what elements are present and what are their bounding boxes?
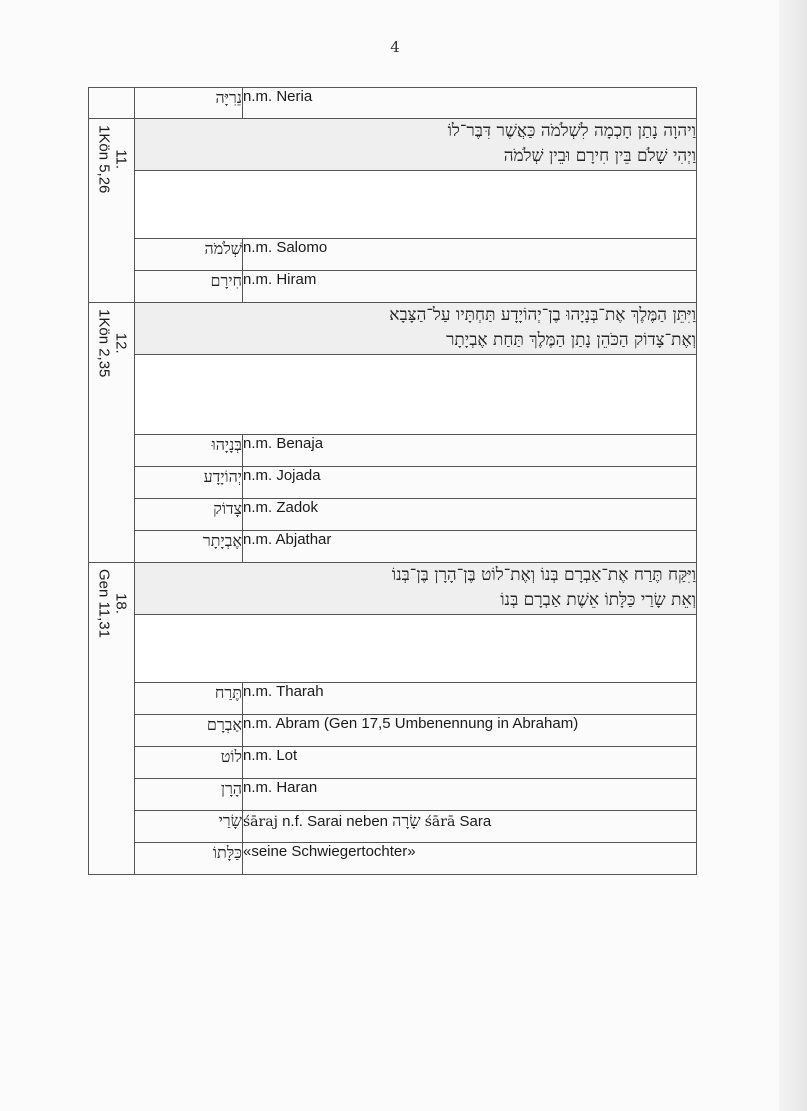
section-reference: Gen 11,31: [94, 569, 112, 638]
verse-row: [89, 119, 697, 171]
transliteration: śārā: [424, 814, 456, 830]
reference-label: [94, 309, 129, 377]
verse-line: וַיִּקַּח תֶּרַח אֶת־אַבְרָם בְּנוֹ וְאֶת־לוֹט בֶּן־הָרָן בֶּן־בְּנוֹ: [391, 565, 696, 585]
gloss: n.m. Haran: [243, 779, 697, 811]
reference-cell: [89, 303, 135, 563]
verse-row: [89, 563, 697, 615]
verse-line: וַיְהִי שָׁלֹם בֵּין חִירָם וּבֵין שְׁלֹמֹה: [503, 145, 696, 166]
blank-row: [89, 171, 697, 239]
gloss: n.m. Zadok: [243, 499, 697, 531]
section-number: 18.: [111, 593, 129, 614]
blank-row: [89, 615, 697, 683]
hebrew-word: חִירָם: [135, 271, 243, 303]
page-number: 4: [390, 38, 400, 56]
section-reference: 1Kön 5,26: [94, 125, 112, 194]
section-number: 12.: [111, 332, 129, 354]
hebrew-word: הָרָן: [135, 779, 243, 811]
hebrew-inline: שָׂרָה: [392, 811, 421, 830]
gloss-text: n.f. Sarai neben: [277, 813, 393, 830]
verse-text: [135, 563, 697, 615]
gloss: «seine Schwiegertochter»: [243, 843, 697, 875]
table-row: [89, 239, 697, 271]
verse-line: וְאֵת שָׂרַי כַּלָּתוֹ אֵשֶׁת אַבְרָם בְּנוֹ: [500, 589, 696, 610]
hebrew-word: כַּלָּתוֹ: [135, 843, 243, 875]
section-reference: 1Kön 2,35: [94, 309, 112, 378]
gloss: n.m. Lot: [243, 747, 697, 779]
table-row: [89, 811, 697, 843]
gloss: n.m. Jojada: [243, 467, 697, 499]
blank-row: [89, 355, 697, 435]
translation-blank: [135, 615, 697, 683]
table-row: [89, 843, 697, 875]
gloss-text: Sara: [455, 813, 492, 830]
hebrew-word: שָׂרַי: [135, 811, 243, 843]
hebrew-word: אַבְרָם: [135, 715, 243, 747]
transliteration: śāraj: [243, 814, 278, 830]
translation-blank: [135, 171, 697, 239]
hebrew-word: אֶבְיָתָר: [135, 531, 243, 563]
translation-blank: [135, 355, 697, 435]
table-row: [89, 499, 697, 531]
table-row: [89, 715, 697, 747]
gloss: n.m. Tharah: [243, 683, 697, 715]
gloss: [243, 811, 697, 843]
verse-line: וַיהוָה נָתַן חָכְמָה לִשְׁלֹמֹה כַּאֲשֶׁר דִּבֶּר־לוֹ: [447, 121, 696, 141]
hebrew-word: נֵרִיָּה: [135, 88, 243, 119]
table-row: [89, 683, 697, 715]
gloss: n.m. Abram (Gen 17,5 Umbenennung in Abraham): [243, 715, 697, 747]
table-row: [89, 88, 697, 119]
verse-line: וַיִּתֵּן הַמֶּלֶךְ אֶת־בְּנָיָהוּ בֶן־יְהוֹיָדָע תַּחְתָּיו עַל־הַצָּבָא: [389, 305, 696, 325]
verse-text: [135, 119, 697, 171]
hebrew-word: לוֹט: [135, 747, 243, 779]
reference-label: [94, 569, 129, 638]
table-row: [89, 271, 697, 303]
hebrew-word: יְהוֹיָדָע: [135, 467, 243, 499]
gloss: n.m. Salomo: [243, 239, 697, 271]
page-edge: [779, 0, 807, 1111]
verse-line: וְאֶת־צָדוֹק הַכֹּהֵן נָתַן הַמֶּלֶךְ תַּחַת אֶבְיָתָר: [446, 329, 696, 350]
reference-cell: [89, 119, 135, 303]
gloss: n.m. Abjathar: [243, 531, 697, 563]
hebrew-word: צָדוֹק: [135, 499, 243, 531]
gloss: n.m. Hiram: [243, 271, 697, 303]
table-row: [89, 435, 697, 467]
vocabulary-table: [88, 87, 697, 875]
verse-row: [89, 303, 697, 355]
reference-cell: [89, 563, 135, 875]
ref-cell-empty: [89, 88, 135, 119]
hebrew-word: שְׁלֹמֹה: [135, 239, 243, 271]
reference-label: [94, 125, 129, 193]
gloss: n.m. Neria: [243, 88, 697, 119]
table-row: [89, 779, 697, 811]
verse-text: [135, 303, 697, 355]
section-number: 11.: [111, 149, 129, 170]
table-row: [89, 747, 697, 779]
hebrew-word: בְּנָיָהוּ: [135, 435, 243, 467]
hebrew-word: תֶּרַח: [135, 683, 243, 715]
table-row: [89, 531, 697, 563]
table-row: [89, 467, 697, 499]
gloss: n.m. Benaja: [243, 435, 697, 467]
